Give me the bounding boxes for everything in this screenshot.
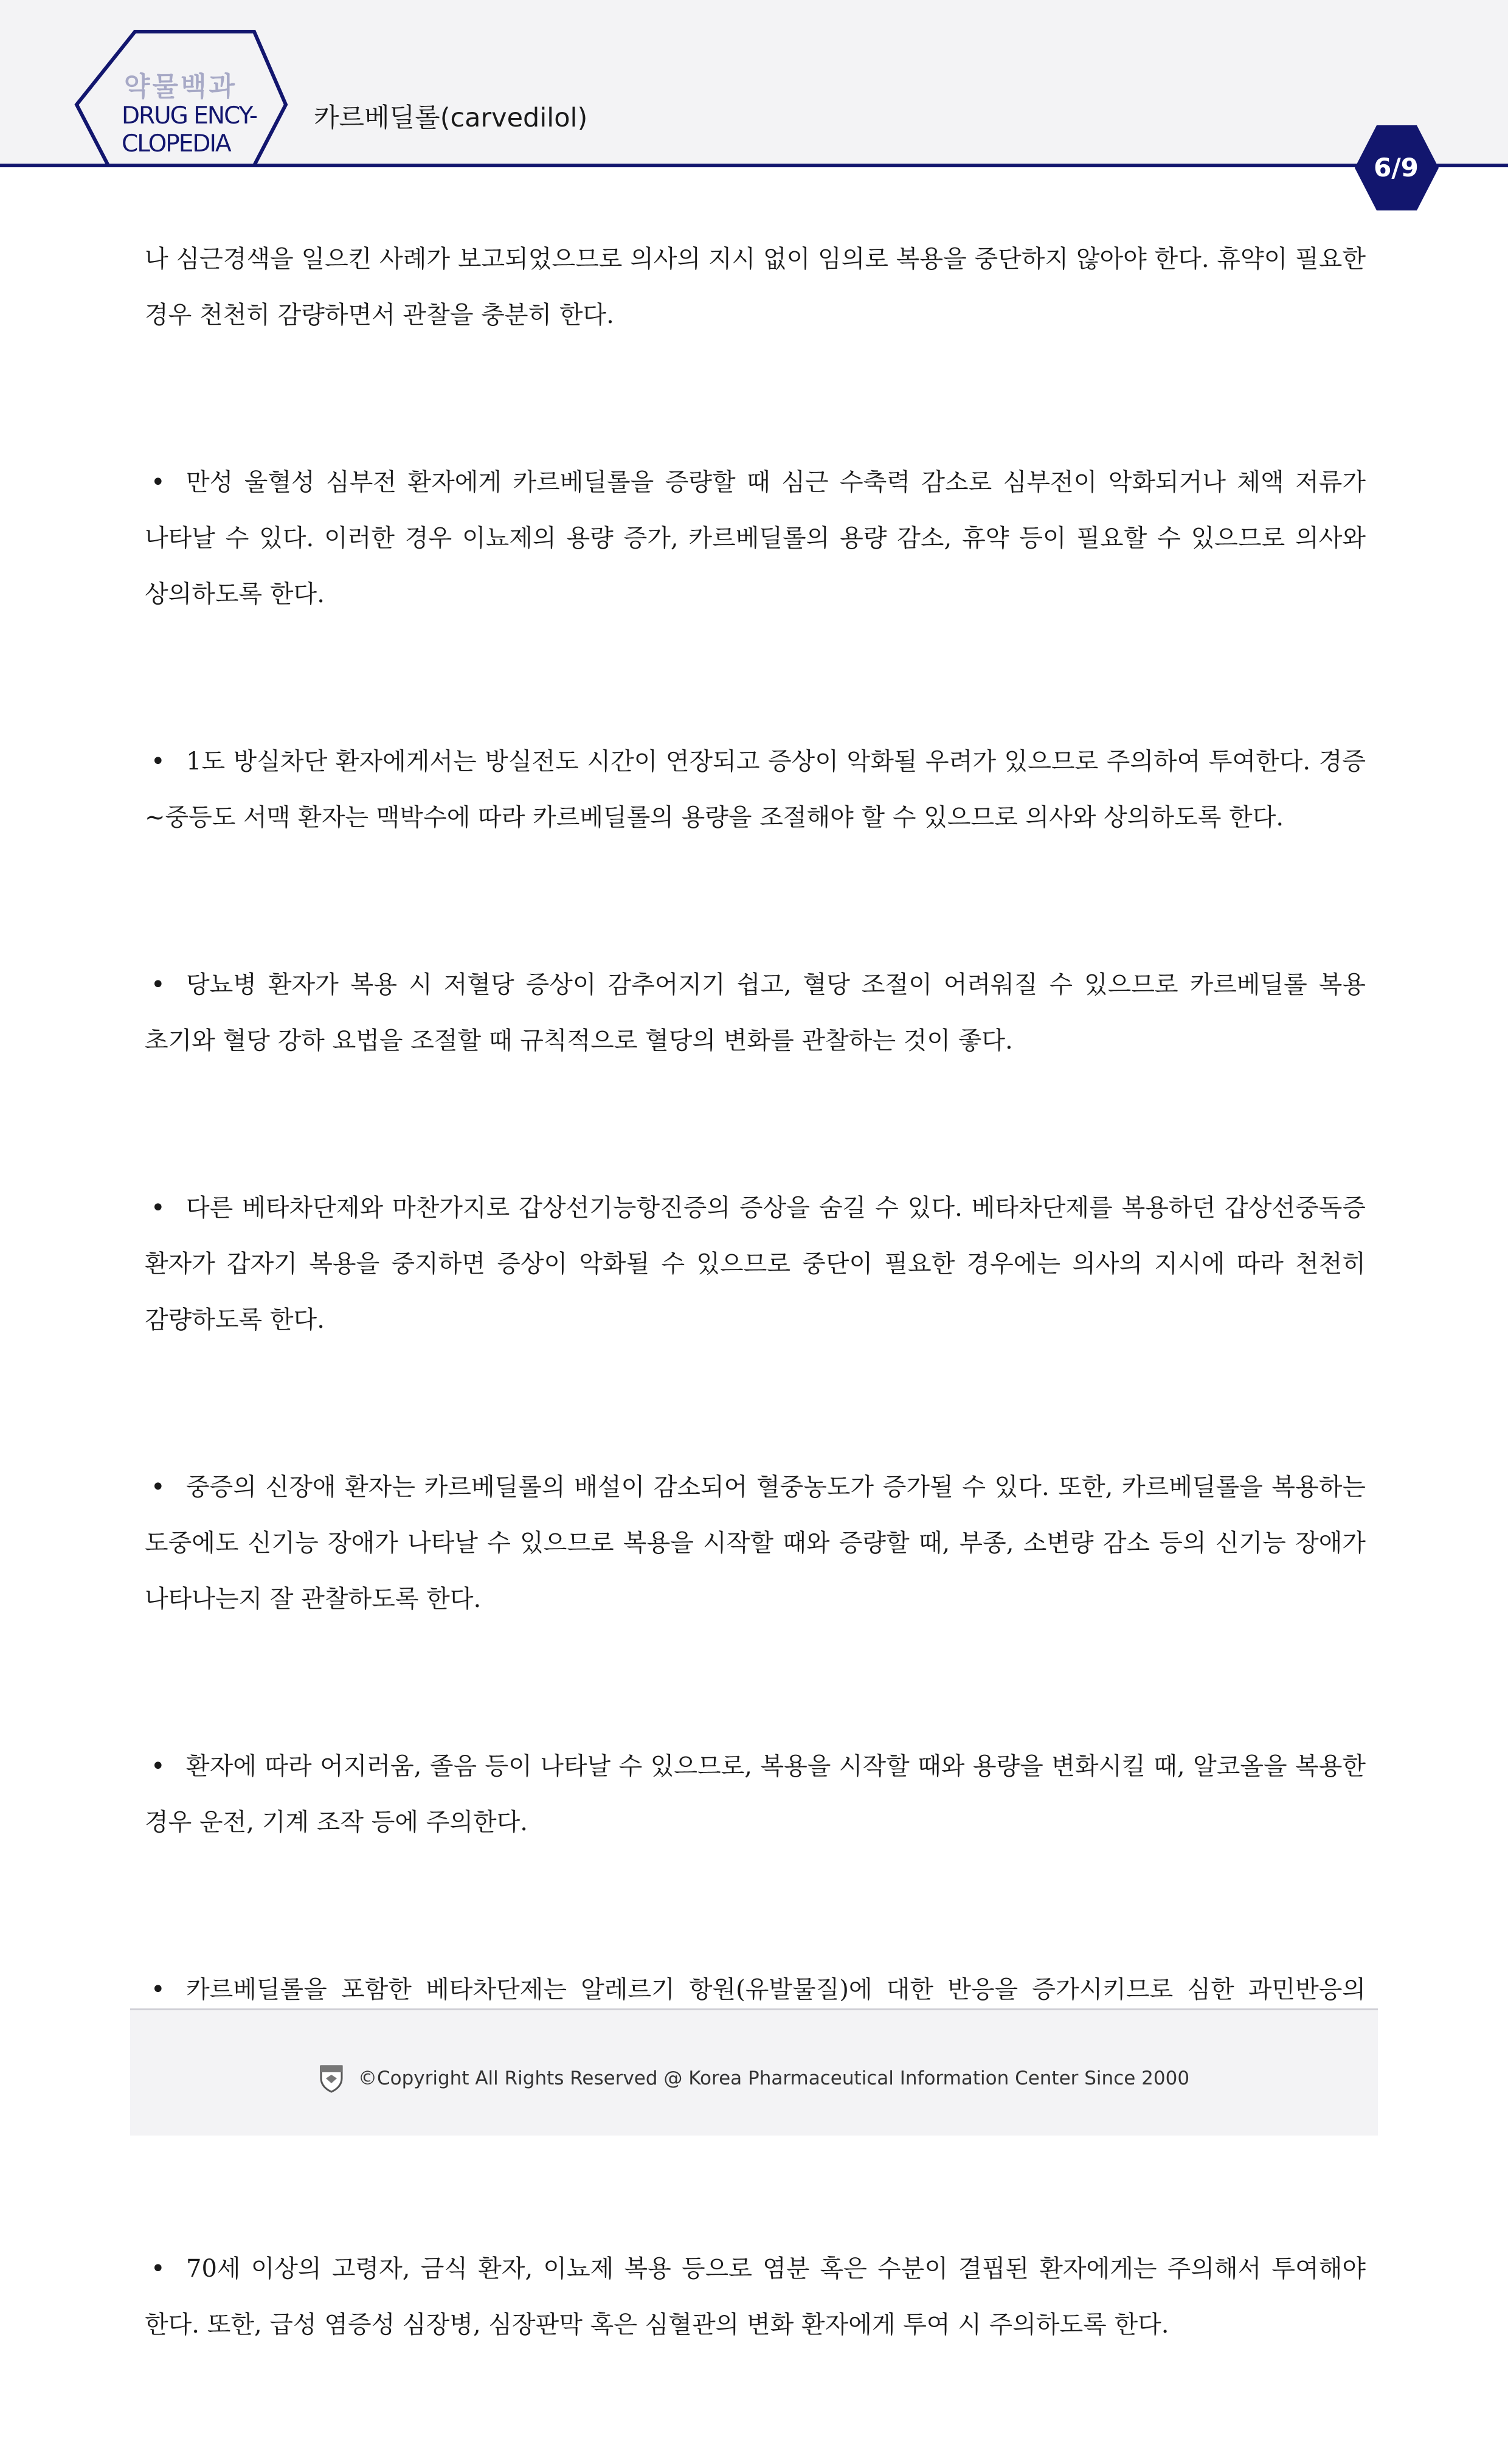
logo-korean: 약물백과 xyxy=(124,71,238,102)
bullet: • xyxy=(151,1976,165,2004)
list-item-text: 1도 방실차단 환자에게서는 방실전도 시간이 연장되고 증상이 악화될 우려가 있으므로 주의하여 투여한다. 경증~중등도 서맥 환자는 맥박수에 따라 카르베딜롤의 용량을 조절해야 할 수 있으므로 의사와 상의하도록 한다. xyxy=(145,748,1366,831)
list-item xyxy=(145,2241,1366,2353)
bullet: • xyxy=(151,468,165,496)
list-item xyxy=(145,454,1366,622)
bullet: • xyxy=(151,1752,165,1780)
document-title: 카르베딜롤(carvedilol) xyxy=(314,103,588,133)
bullet: • xyxy=(151,971,165,999)
crest-icon xyxy=(319,2064,344,2093)
list-item-text: 만성 울혈성 심부전 환자에게 카르베딜롤을 증량할 때 심근 수축력 감소로 심부전이 악화되거나 체액 저류가 나타날 수 있다. 이러한 경우 이뇨제의 용량 증가, 카르베딜롤의 용량 감소, 휴약 등이 필요할 수 있으므로 의사와 상의하도록 한다. xyxy=(145,468,1366,608)
footer-content xyxy=(130,2064,1378,2093)
bullet: • xyxy=(151,2255,165,2283)
list-item-text: 환자에 따라 어지러움, 졸음 등이 나타날 수 있으므로, 복용을 시작할 때와 용량을 변화시킬 때, 알코올을 복용한 경우 운전, 기계 조작 등에 주의한다. xyxy=(145,1752,1366,1836)
list-item xyxy=(145,734,1366,845)
list-item xyxy=(145,957,1366,1069)
list-item xyxy=(145,1459,1366,1627)
list-item xyxy=(145,1738,1366,1850)
continuation-paragraph: 나 심근경색을 일으킨 사례가 보고되었으므로 의사의 지시 없이 임의로 복용을 중단하지 않아야 한다. 휴약이 필요한 경우 천천히 감량하면서 관찰을 충분히 한다. xyxy=(145,245,1366,329)
page-number: 6/9 xyxy=(1374,153,1419,182)
bullet: • xyxy=(151,748,165,776)
footer xyxy=(130,2008,1378,2136)
bullet: • xyxy=(151,1194,165,1222)
list-item-text: 중증의 신장애 환자는 카르베딜롤의 배설이 감소되어 혈중농도가 증가될 수 있다. 또한, 카르베딜롤을 복용하는 도중에도 신기능 장애가 나타날 수 있으므로 복용을 시작할 때와 증량할 때, 부종, 소변량 감소 등의 신기능 장애가 나타나는지 잘 관찰하도록 한다. xyxy=(145,1473,1366,1613)
copyright-text: ©Copyright All Rights Reserved @ Korea Pharmaceutical Information Center Since 2000 xyxy=(358,2067,1190,2089)
list-item-text: 카르베딜롤을 포함한 베타차단제는 알레르기 항원(유발물질)에 대한 반응을 증가시키므로 심한 과민반응의 xyxy=(186,1976,1366,2004)
list-item-text: 70세 이상의 고령자, 금식 환자, 이뇨제 복용 등으로 염분 혹은 수분이 결핍된 환자에게는 주의해서 투여해야 한다. 또한, 급성 염증성 심장병, 심장판막 혹은 심혈관의 변화 환자에게 투여 시 주의하도록 한다. xyxy=(145,2255,1366,2339)
logo-english-line1: DRUG ENCY- xyxy=(122,102,257,130)
bullet: • xyxy=(151,1473,165,1501)
logo-english-line2: CLOPEDIA xyxy=(122,130,230,158)
list-item xyxy=(145,1180,1366,1348)
list-item-text: 다른 베타차단제와 마찬가지로 갑상선기능항진증의 증상을 숨길 수 있다. 베타차단제를 복용하던 갑상선중독증 환자가 갑자기 복용을 중지하면 증상이 악화될 수 있으므로 중단이 필요한 경우에는 의사의 지시에 따라 천천히 감량하도록 한다. xyxy=(145,1194,1366,1334)
list-item-text: 당뇨병 환자가 복용 시 저혈당 증상이 감추어지기 쉽고, 혈당 조절이 어려워질 수 있으므로 카르베딜롤 복용 초기와 혈당 강하 요법을 조절할 때 규칙적으로 혈당의 변화를 관찰하는 것이 좋다. xyxy=(145,971,1366,1055)
logo-english xyxy=(122,102,257,158)
